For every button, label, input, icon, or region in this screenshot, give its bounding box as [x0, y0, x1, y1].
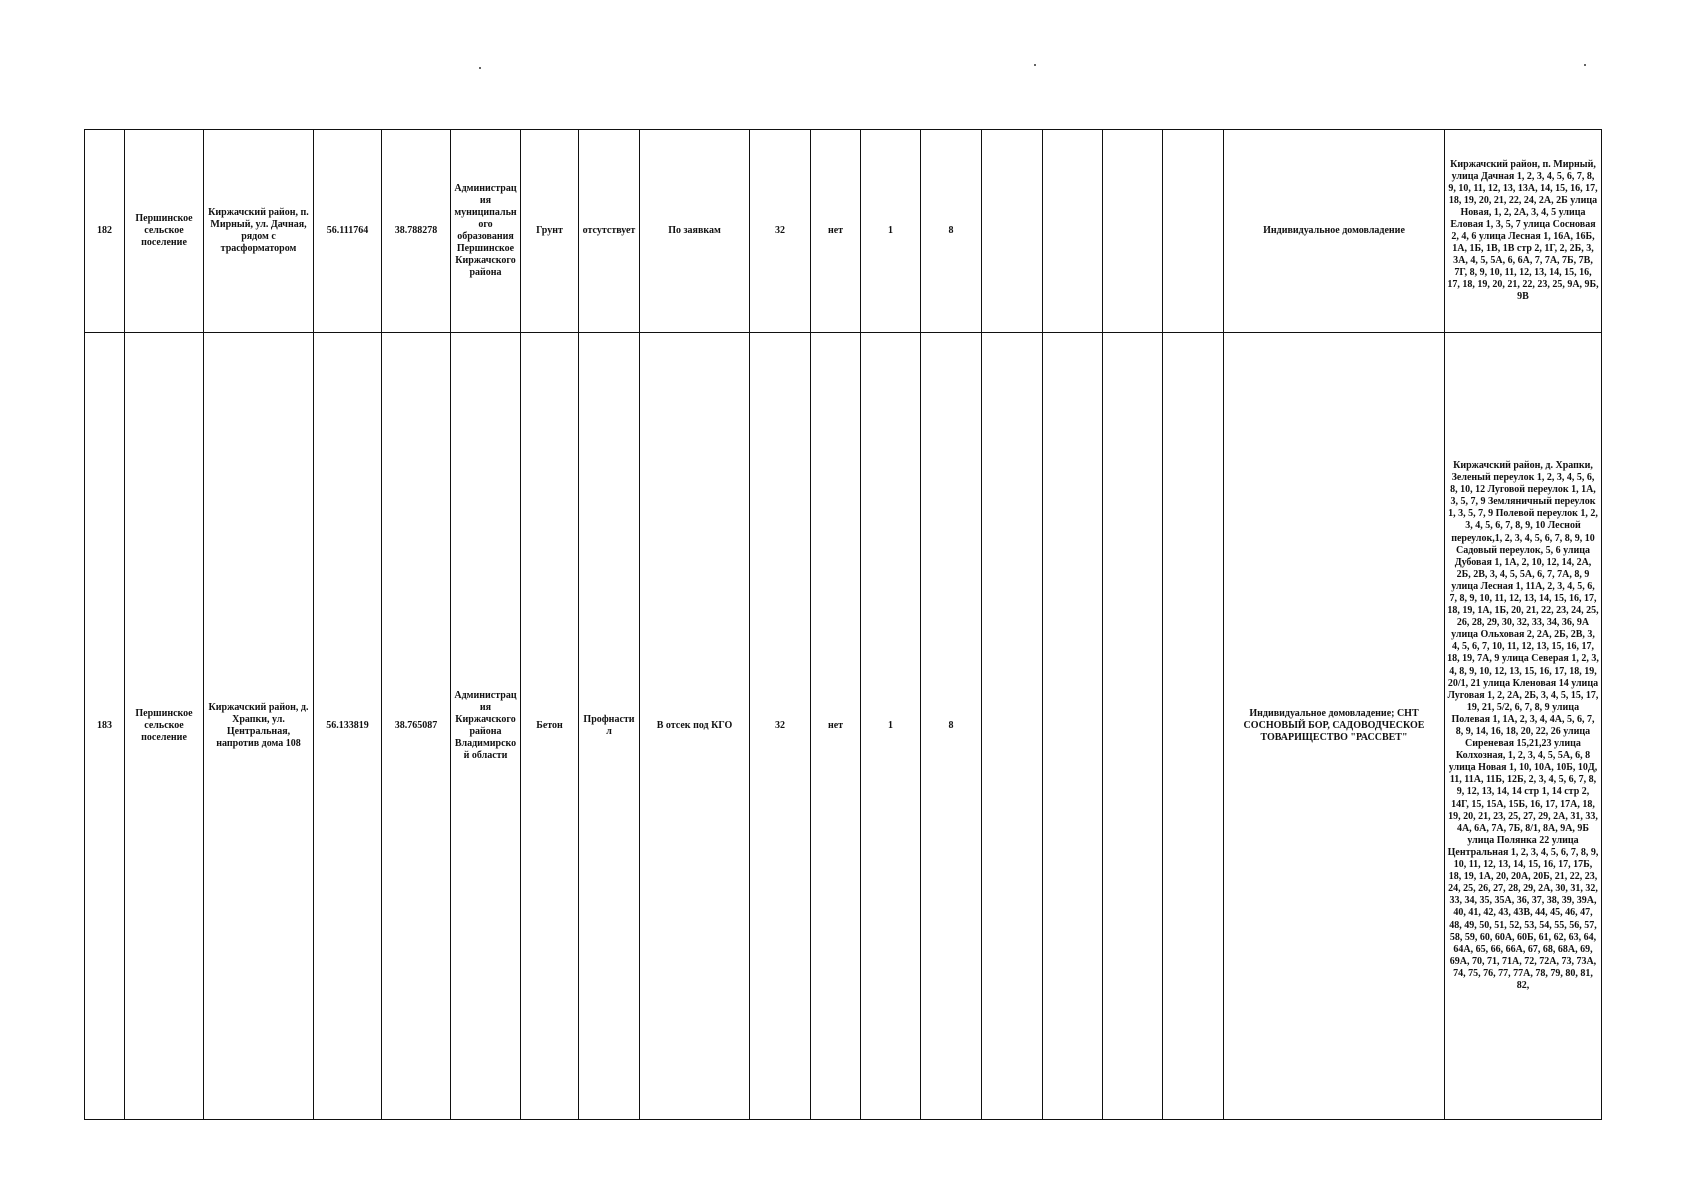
- settlement-cell: Першинское сельское поселение: [125, 130, 204, 333]
- area-cell: 32: [750, 130, 811, 333]
- served-addresses-cell: Киржачский район, д. Храпки, Зеленый переулок 1, 2, 3, 4, 5, 6, 8, 10, 12 Луговой переулок 1, 1А, 3, 5, 7, 9 Земляничный переулок 1, 3, 5, 7, 9 Полевой переулок 1, 2, 3, 4, 5, 6, 7, 8, 9, 10 Лесной переулок,1, 2, 3, 4, 5, 6, 7, 8, 9, 10 Садовый переулок, 5, 6 улица Дубовая 1, 1А, 2, 10, 12, 14, 2А, 2Б, 2В, 3, 4, 5, 5А, 6, 7, 7А, 8, 9 улица Лесная 1, 11А, 2, 3, 4, 5, 6, 7, 8, 9, 10, 11, 12, 13, 14, 15, 16, 17, 18, 19, 1А, 1Б, 20, 21, 22, 23, 24, 25, 26, 28, 29, 30, 32, 33, 34, 36, 9А улица Ольховая 2, 2А, 2Б, 2В, 3, 4, 5, 6, 7, 10, 11, 12, 13, 15, 16, 17, 18, 19, 7А, 9 улица Северая 1, 2, 3, 4, 8, 9, 10, 12, 13, 15, 16, 17, 18, 19, 20/1, 21 улица Кленовая 14 улица Луговая 1, 2, 2А, 2Б, 3, 4, 5, 15, 17, 19, 21, 5/2, 6, 7, 8, 9 улица Полевая 1, 1А, 2, 3, 4, 4А, 5, 6, 7, 8, 9, 14, 16, 18, 20, 22, 26 улица Сиреневая 15,21,23 улица Колхозная, 1, 2, 3, 4, 5, 5А, 6, 8 улица Новая 1, 10, 10А, 10Б, 10Д, 11, 11А, 11Б, 12Б, 2, 3, 4, 5, 6, 7, 8, 9, 12, 13, 14, 14 стр 1, 14 стр 2, 14Г, 15, 15А, 15Б, 16, 17, 17А, 18, 19, 20, 21, 23, 25, 27, 29, 2А, 31, 33, 4А, 6А, 7А, 7Б, 8/1, 8А, 9А, 9Б улица Полянка 22 улица Центральная 1, 2, 3, 4, 5, 6, 7, 8, 9, 10, 11, 12, 13, 14, 15, 16, 17, 17Б, 18, 19, 1А, 20, 20А, 20Б, 21, 22, 23, 24, 25, 26, 27, 28, 29, 2А, 30, 31, 32, 33, 34, 35, 35А, 36, 37, 38, 39, 39А, 40, 41, 42, 43, 43В, 44, 45, 46, 47, 48, 49, 50, 51, 52, 53, 54, 55, 56, 57, 58, 59, 60, 60А, 60Б, 61, 62, 63, 64, 64А, 65, 66, 66А, 67, 68, 68А, 69, 69А, 70, 71, 71А, 72, 72А, 73, 73А, 74, 75, 76, 77, 77А, 78, 79, 80, 81, 82,: [1445, 333, 1602, 1120]
- served-addresses-cell: Киржачский район, п. Мирный, улица Дачная 1, 2, 3, 4, 5, 6, 7, 8, 9, 10, 11, 12, 13, 13А, 14, 15, 16, 17, 18, 19, 20, 21, 22, 24, 2А, 2Б улица Новая, 1, 2, 2А, 3, 4, 5 улица Еловая 1, 3, 5, 7 улица Сосновая 2, 4, 6 улица Лесная 1, 16А, 16Б, 1А, 1Б, 1В, 1В стр 2, 1Г, 2, 2Б, 3, 3А, 4, 5, 5А, 6, 6А, 7, 7А, 7Б, 7В, 7Г, 8, 9, 10, 11, 12, 13, 14, 15, 16, 17, 18, 19, 20, 21, 22, 23, 25, 9А, 9Б, 9В: [1445, 130, 1602, 333]
- surface-cell: Грунт: [521, 130, 579, 333]
- location-cell: Киржачский район, п. Мирный, ул. Дачная, рядом с трасформатором: [204, 130, 314, 333]
- latitude-cell: 56.133819: [314, 333, 382, 1120]
- removal-cell: По заявкам: [640, 130, 750, 333]
- longitude-cell: 38.765087: [382, 333, 451, 1120]
- source-type-cell: Индивидуальное домовладение: [1224, 130, 1445, 333]
- scan-speck: [479, 67, 481, 69]
- table-row: [85, 130, 1602, 333]
- scan-speck: [1584, 64, 1586, 66]
- table-row: [85, 333, 1602, 1120]
- owner-cell: Администрация Киржачского района Владимирской области: [451, 333, 521, 1120]
- container-volume-cell: 8: [921, 130, 982, 333]
- source-type-cell: Индивидуальное домовладение; СНТ СОСНОВЫЙ БОР, САДОВОДЧЕСКОЕ ТОВАРИЩЕСТВО "РАССВЕТ": [1224, 333, 1445, 1120]
- fence-cell: Профнастил: [579, 333, 640, 1120]
- area-cell: 32: [750, 333, 811, 1120]
- location-cell: Киржачский район, д. Храпки, ул. Центральная, напротив дома 108: [204, 333, 314, 1120]
- empty-cell: [1103, 130, 1163, 333]
- empty-cell: [1043, 333, 1103, 1120]
- containers-count-cell: 1: [861, 130, 921, 333]
- canopy-cell: нет: [811, 130, 861, 333]
- empty-cell: [1103, 333, 1163, 1120]
- empty-cell: [1163, 333, 1224, 1120]
- waste-site-register-table: [84, 129, 1602, 1120]
- row-number: 183: [85, 333, 125, 1120]
- empty-cell: [982, 333, 1043, 1120]
- fence-cell: отсутствует: [579, 130, 640, 333]
- empty-cell: [1043, 130, 1103, 333]
- removal-cell: В отсек под КГО: [640, 333, 750, 1120]
- latitude-cell: 56.111764: [314, 130, 382, 333]
- settlement-cell: Першинское сельское поселение: [125, 333, 204, 1120]
- container-volume-cell: 8: [921, 333, 982, 1120]
- row-number: 182: [85, 130, 125, 333]
- surface-cell: Бетон: [521, 333, 579, 1120]
- containers-count-cell: 1: [861, 333, 921, 1120]
- canopy-cell: нет: [811, 333, 861, 1120]
- longitude-cell: 38.788278: [382, 130, 451, 333]
- empty-cell: [1163, 130, 1224, 333]
- owner-cell: Администрация муниципального образования Першинское Киржачского района: [451, 130, 521, 333]
- scan-speck: [1034, 64, 1036, 66]
- empty-cell: [982, 130, 1043, 333]
